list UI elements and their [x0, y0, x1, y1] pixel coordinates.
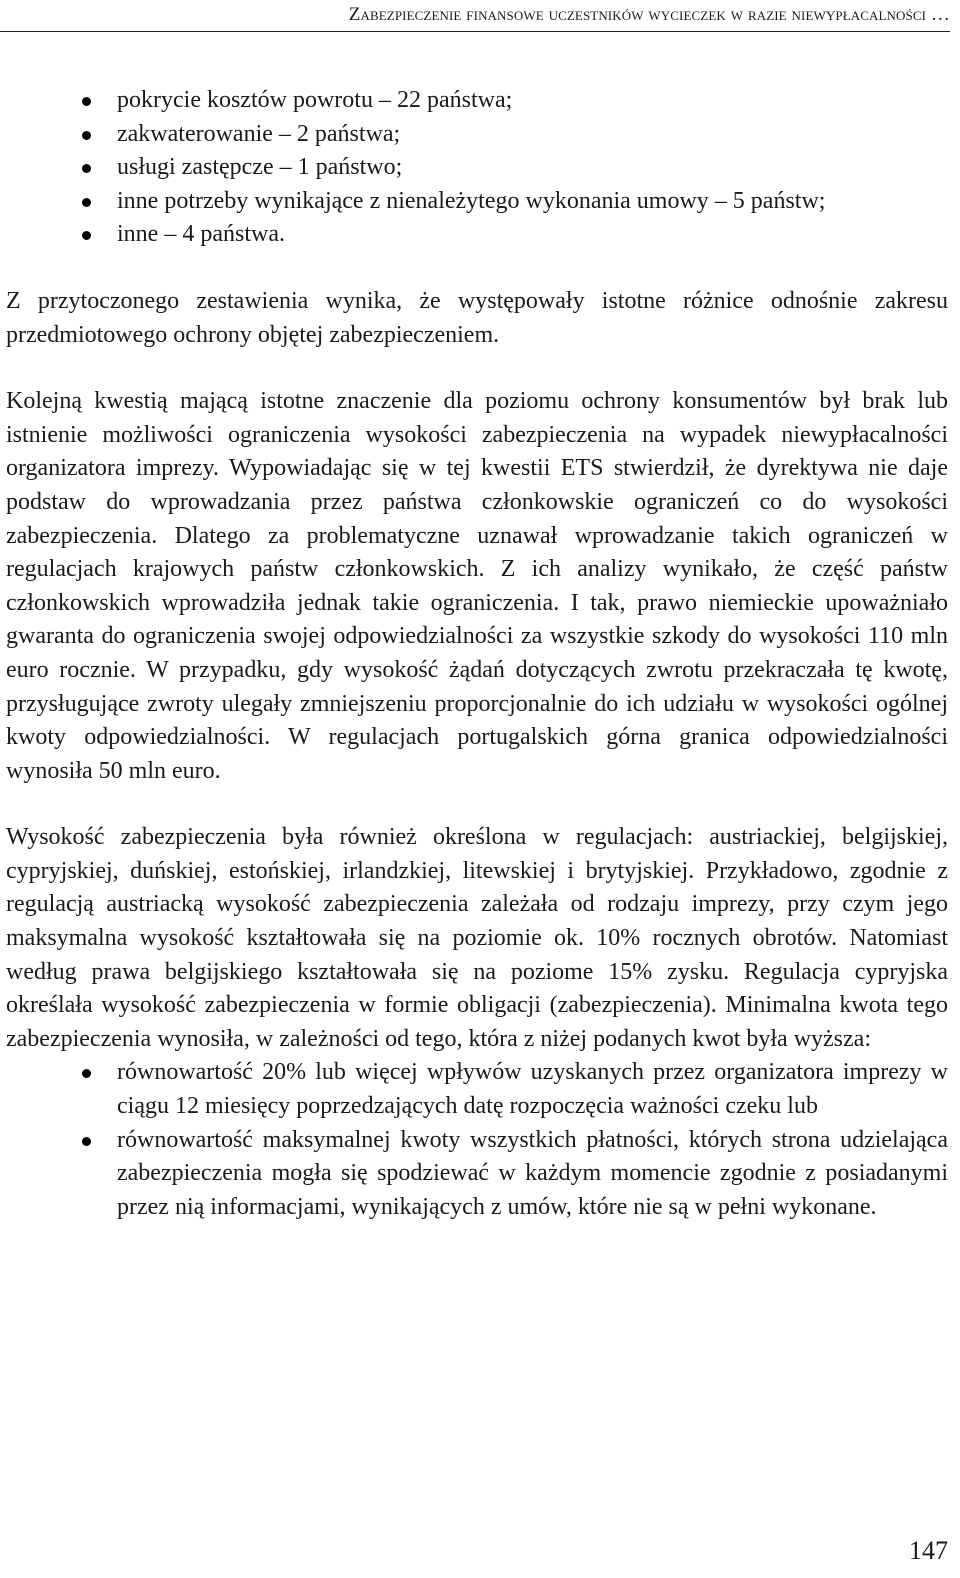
- paragraph-scope-summary: Z przytoczonego zestawienia wynika, że występowały istotne różnice odnośnie zakresu przedmiotowego ochrony objętej zabezpieczeniem.: [6, 287, 948, 348]
- page-content: [6, 84, 948, 1224]
- list-item: inne – 4 państwa.: [6, 218, 948, 252]
- running-header: Zabezpieczenie finansowe uczestników wycieczek w razie niewypłacalności …: [348, 4, 950, 25]
- header-rule: [0, 31, 950, 32]
- paragraph-amount: Wysokość zabezpieczenia była również określona w regulacjach: austriackiej, belgijskiej, cypryjskiej, duńskiej, estońskiej, irlandzkiej, litewskiej i brytyjskiej. Przykładowo, zgodnie z regulacją austriacką wysokość zabezpieczenia zależała od rodzaju imprezy, przy czym jego maksymalna wysokość kształtowała się na poziomie ok. 10% rocznych obrotów. Natomiast według prawa belgijskiego kształtowała się na poziome 15% zysku. Regulacja cypryjska określała wysokość zabezpieczenia w formie obligacji (zabezpieczenia). Minimalna kwota tego zabezpieczenia wynosiła, w zależności od tego, która z niżej podanych kwot była wyższa:: [6, 824, 948, 1052]
- list-item: pokrycie kosztów powrotu – 22 państwa;: [6, 84, 948, 118]
- page-number: 147: [909, 1536, 948, 1565]
- list-item: inne potrzeby wynikające z nienależytego wykonania umowy – 5 państw;: [6, 185, 948, 219]
- bullet-list-cyprus: [6, 1056, 948, 1224]
- list-item: zakwaterowanie – 2 państwa;: [6, 118, 948, 152]
- bullet-list-scope: [6, 84, 948, 252]
- paragraph-limitation: Kolejną kwestią mającą istotne znaczenie dla poziomu ochrony konsumentów był brak lub istnienie możliwości ograniczenia wysokości zabezpieczenia na wypadek niewypłacalności organizatora imprezy. Wypowiadając się w tej kwestii ETS stwierdził, że dyrektywa nie daje podstaw do wprowadzania przez państwa członkowskie ograniczeń co do wysokości zabezpieczenia. Dlatego za problematyczne uznawał wprowadzanie takich ograniczeń w regulacjach krajowych państw członkowskich. Z ich analizy wynikało, że część państw członkowskich wprowadziła jednak takie ograniczenia. I tak, prawo niemieckie upoważniało gwaranta do ograniczenia swojej odpowiedzialności za wszystkie szkody do wysokości 110 mln euro rocznie. W przypadku, gdy wysokość żądań dotyczących zwrotu przekraczała tę kwotę, przysługujące zwroty ulegały zmniejszeniu proporcjonalnie do ich udziału w wysokości ogólnej kwoty odpowiedzialności. W regulacjach portugalskich górna granica odpowiedzialności wynosiła 50 mln euro.: [6, 388, 948, 784]
- list-item: równowartość 20% lub więcej wpływów uzyskanych przez organizatora imprezy w ciągu 12 miesięcy poprzedzających datę rozpoczęcia ważności czeku lub: [6, 1056, 948, 1123]
- list-item: równowartość maksymalnej kwoty wszystkich płatności, których strona udzielająca zabezpieczenia mogła się spodziewać w każdym momencie zgodnie z posiadanymi przez nią informacjami, wynikających z umów, które nie są w pełni wykonane.: [6, 1124, 948, 1225]
- list-item: usługi zastępcze – 1 państwo;: [6, 151, 948, 185]
